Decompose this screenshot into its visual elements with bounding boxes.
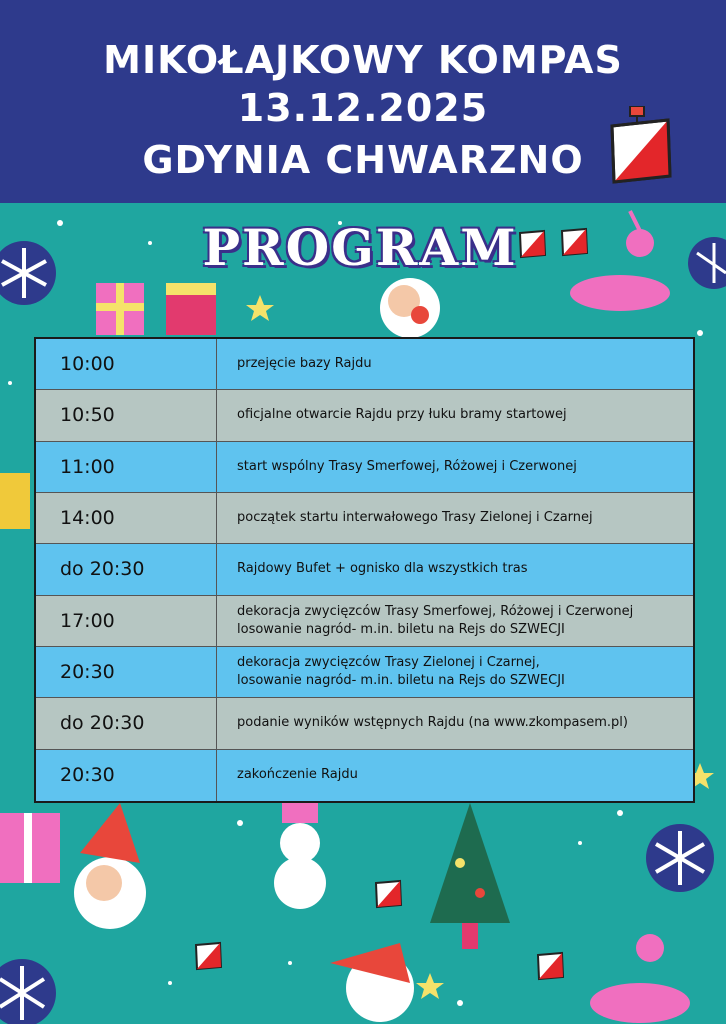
schedule-description: początek startu interwałowego Trasy Zielonej i Czarnej xyxy=(237,510,593,526)
table-row xyxy=(36,544,693,595)
table-row xyxy=(36,698,693,749)
schedule-description: zakończenie Rajdu xyxy=(237,767,358,783)
reindeer-icon xyxy=(570,211,670,311)
snowflake-icon xyxy=(646,824,714,892)
orienteering-flag-icon xyxy=(562,229,587,255)
schedule-time: do 20:30 xyxy=(36,544,217,594)
snowflake-icon xyxy=(688,237,726,289)
schedule-description: przejęcie bazy Rajdu xyxy=(237,356,372,372)
reindeer-icon xyxy=(590,934,690,1023)
gift-icon xyxy=(166,283,216,335)
gift-icon xyxy=(0,473,30,529)
event-title: MIKOŁAJKOWY KOMPAS xyxy=(103,38,623,82)
gift-icon xyxy=(0,813,60,883)
schedule-description: podanie wyników wstępnych Rajdu (na www.zkompasem.pl) xyxy=(237,715,628,731)
schedule-description: dekoracja zwycięzców Trasy Zielonej i Czarnej, losowanie nagród- m.in. biletu na Rejs do SZWECJI xyxy=(237,655,565,689)
table-row xyxy=(36,442,693,493)
schedule-time: 10:00 xyxy=(36,339,217,389)
table-row xyxy=(36,390,693,441)
schedule-time: do 20:30 xyxy=(36,698,217,748)
orienteering-flag-icon xyxy=(606,106,676,188)
table-row xyxy=(36,596,693,647)
program-heading: PROGRAM xyxy=(202,218,518,277)
header-banner xyxy=(0,0,726,203)
orienteering-flag-icon xyxy=(538,953,563,979)
schedule-time: 20:30 xyxy=(36,647,217,697)
snowflake-icon xyxy=(0,241,56,305)
snowflake-icon xyxy=(0,959,56,1024)
snowman-icon xyxy=(274,803,326,909)
schedule-description: start wspólny Trasy Smerfowej, Różowej i Czerwonej xyxy=(237,458,577,474)
schedule-time: 14:00 xyxy=(36,493,217,543)
orienteering-flag-icon xyxy=(196,943,221,969)
event-date: 13.12.2025 xyxy=(237,86,489,130)
santa-icon xyxy=(330,943,414,1022)
table-row xyxy=(36,493,693,544)
gift-icon xyxy=(96,283,144,335)
schedule-time: 11:00 xyxy=(36,442,217,492)
table-row xyxy=(36,339,693,390)
schedule-time: 17:00 xyxy=(36,596,217,646)
santa-icon xyxy=(380,278,440,338)
schedule-time: 10:50 xyxy=(36,390,217,440)
schedule-table xyxy=(34,337,695,803)
orienteering-flag-icon xyxy=(520,231,545,257)
event-location: GDYNIA CHWARZNO xyxy=(142,138,584,182)
orienteering-flag-icon xyxy=(376,881,401,907)
schedule-time: 20:30 xyxy=(36,750,217,801)
schedule-description: Rajdowy Bufet + ognisko dla wszystkich tras xyxy=(237,561,528,577)
christmas-tree-icon xyxy=(430,803,510,949)
table-row xyxy=(36,647,693,698)
schedule-description: dekoracja zwycięzców Trasy Smerfowej, Różowej i Czerwonej losowanie nagród- m.in. biletu na Rejs do SZWECJI xyxy=(237,603,634,637)
schedule-description: oficjalne otwarcie Rajdu przy łuku bramy startowej xyxy=(237,407,567,423)
table-row xyxy=(36,750,693,801)
santa-icon xyxy=(74,803,146,929)
